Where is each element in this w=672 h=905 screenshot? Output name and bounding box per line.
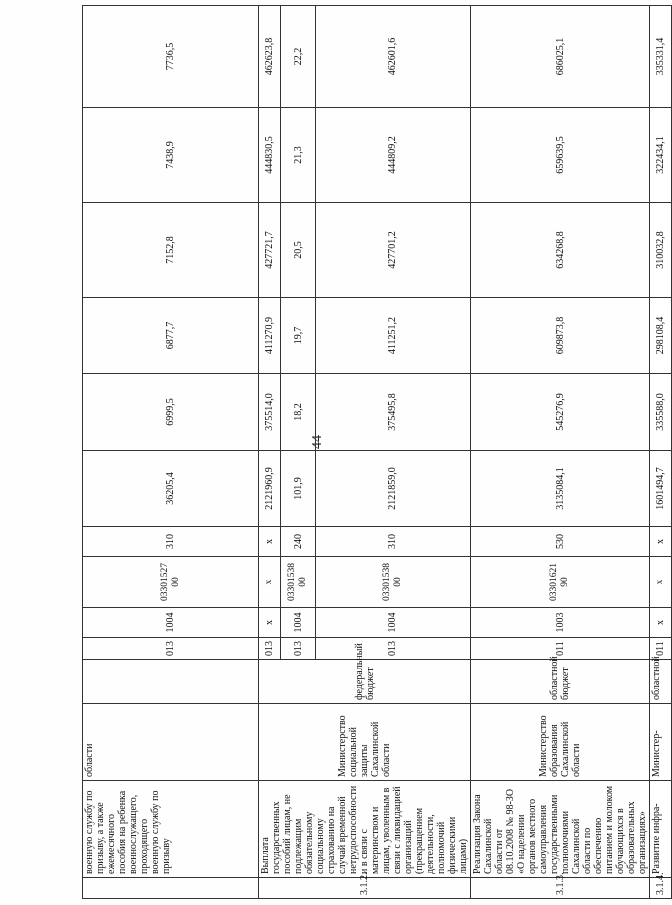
value-year-cell: 335588,0 [650,374,672,451]
rzpr-cell: 1004 [83,608,259,638]
row-number-cell: 3.1.2. [259,878,471,899]
executor-cell: области [83,704,259,781]
value-year-cell: 411251,2 [315,298,470,374]
table-row [259,6,281,899]
value-year-cell: 462623,8 [259,6,281,108]
value-year-cell: 21,3 [281,108,315,203]
funding-source-cell: областной [650,660,672,704]
vr-cell: 530 [471,527,650,557]
grbs-cell: 013 [83,638,259,660]
measure-name-cell: Развитие инфра- [650,781,672,878]
value-total-cell: 36205,4 [83,451,259,527]
csr-cell: 03301538 00 [281,557,315,608]
row-number-cell: 3.1.4. [650,878,672,899]
grbs-cell: 011 [471,638,650,660]
value-year-cell: 411270,9 [259,298,281,374]
value-year-cell: 686025,1 [471,6,650,108]
value-year-cell: 322434,1 [650,108,672,203]
value-year-cell: 298108,4 [650,298,672,374]
measure-name-cell: Реализация Закона Сахалинской области от 08.10.2008 № 98-ЗО «О наделении органов местного самоуправления государственными полномочиями Сахалинской области по обеспечению питанием и молоком обучающихся в образовательных организациях» [471,781,650,878]
funding-source-cell: федеральный бюджет [259,660,471,704]
funding-source-cell: областной бюджет [471,660,650,704]
value-year-cell: 659639,5 [471,108,650,203]
measure-name-cell: военную службу по призыву, а также ежемесячного пособия на ребенка военнослужащего, проходящего военную службу по призыву [83,781,259,878]
value-year-cell: 427721,7 [259,203,281,298]
value-total-cell: 3135084,1 [471,451,650,527]
page-number: 44 [310,435,325,449]
value-year-cell: 375514,0 [259,374,281,451]
value-year-cell: 22,2 [281,6,315,108]
grbs-cell: 013 [281,638,315,660]
row-number-cell: 3.1.3. [471,878,650,899]
rzpr-cell: x [650,608,672,638]
value-year-cell: 444830,5 [259,108,281,203]
value-year-cell: 375495,8 [315,374,470,451]
vr-cell: x [650,527,672,557]
funding-source-cell [83,660,259,704]
value-year-cell: 7152,8 [83,203,259,298]
vr-cell: 310 [315,527,470,557]
value-year-cell: 6999,5 [83,374,259,451]
value-year-cell: 19,7 [281,298,315,374]
value-year-cell: 444809,2 [315,108,470,203]
value-year-cell: 427701,2 [315,203,470,298]
value-year-cell: 7736,5 [83,6,259,108]
value-total-cell: 101,9 [281,451,315,527]
value-year-cell: 609873,8 [471,298,650,374]
budget-table [82,5,672,899]
value-total-cell: 2121960,9 [259,451,281,527]
executor-cell: Министерство социальной защиты Сахалинской области [259,704,471,781]
value-total-cell: 1601494,7 [650,451,672,527]
measure-name-cell: Выплата государственных пособий лицам, не подлежащим обязательному социальному страхованию на случай временной нетрудоспособности и в связи с материнством и лицам, уволенным в связи с ликвидацией организаций (прекращением деятельности, полномочий физическими лицами) [259,781,471,878]
value-total-cell: 2121859,0 [315,451,470,527]
value-year-cell: 18,2 [281,374,315,451]
value-year-cell: 310032,8 [650,203,672,298]
executor-cell: Министер- [650,704,672,781]
rotated-table-wrapper [82,6,666,899]
table-row [471,6,650,899]
rzpr-cell: 1004 [315,608,470,638]
value-year-cell: 335331,4 [650,6,672,108]
csr-cell: 03301527 00 [83,557,259,608]
executor-cell: Министерство образования Сахалинской области [471,704,650,781]
csr-cell: 03301538 00 [315,557,470,608]
csr-cell: x [650,557,672,608]
vr-cell: x [259,527,281,557]
row-number-cell [83,878,259,899]
value-year-cell: 634268,8 [471,203,650,298]
value-year-cell: 7438,9 [83,108,259,203]
vr-cell: 310 [83,527,259,557]
grbs-cell: 013 [315,638,470,660]
table-row [650,6,672,899]
csr-cell: 03301621 90 [471,557,650,608]
rzpr-cell: 1003 [471,608,650,638]
grbs-cell: 013 [259,638,281,660]
rzpr-cell: x [259,608,281,638]
value-year-cell: 462601,6 [315,6,470,108]
table-row [83,6,259,899]
grbs-cell: 011 [650,638,672,660]
rzpr-cell: 1004 [281,608,315,638]
value-year-cell: 6877,7 [83,298,259,374]
vr-cell: 240 [281,527,315,557]
value-year-cell: 20,5 [281,203,315,298]
csr-cell: x [259,557,281,608]
value-year-cell: 545276,9 [471,374,650,451]
